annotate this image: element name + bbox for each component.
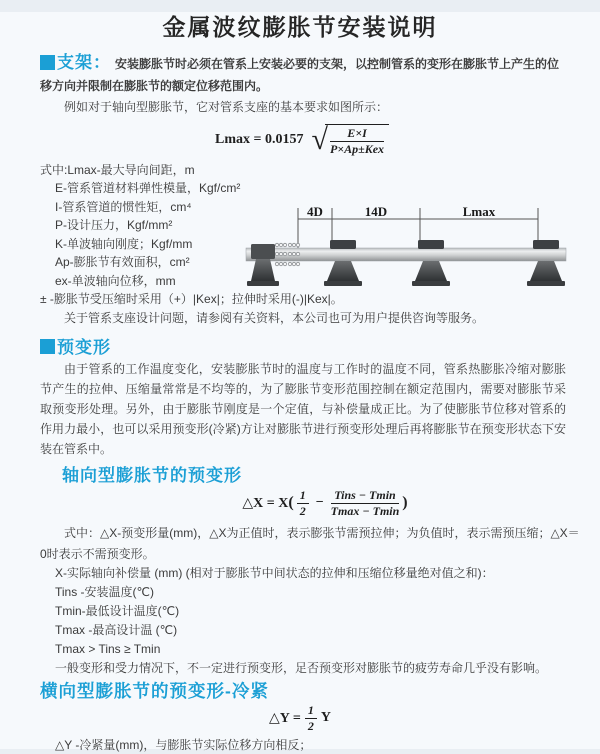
lateral-formula-rhs: Y [320,710,331,725]
axial-formula-lhs: △X = X [242,495,289,511]
pipe-support-diagram [246,204,600,302]
support-intro-paragraph [40,52,566,97]
definition-line: 式中:Lmax-最大导向间距，m [40,162,195,177]
lateral-denominator: 2 [307,718,314,733]
temp-numerator: Tins − Tmin [331,489,400,504]
minus-operator: − [315,495,324,510]
lmax-formula-numerator: E×I [330,127,384,142]
lmax-formula [215,123,600,157]
guide-support-icon [527,240,565,286]
axial-formula-temp-fraction [331,489,400,518]
temp-denominator: Tmax − Tmin [330,503,400,518]
dim-label-lmax: Lmax [462,204,496,219]
plus-minus-note-line: ± -膨胀节受压缩时采用（+）|Kex|；拉伸时采用(-)|Kex|。 [40,292,343,306]
axial-explain-paragraph: 式中：△X-预变形量(mm)，△X为正值时，表示膨张节需预拉伸；为负值时，表示需预压缩；△X＝0时表示不需预变形。 [40,526,580,561]
lateral-formula [0,704,600,732]
definition-line: ex-单波轴向位移，mm [55,273,176,288]
anchor-support-icon [247,244,279,286]
page-title: 金属波纹膨胀节安装说明 [162,14,438,40]
definition-line: P-设计压力，Kgf/mm² [55,218,173,232]
dim-label-4d: 4D [307,204,323,219]
document-page [0,12,600,752]
axial-line: 一般变形和受力情况下，不一定进行预变形，足否预变形对膨胀节的疲劳寿命几乎没有影响。 [55,661,548,675]
section-bullet-icon [40,55,55,70]
axial-formula [0,485,600,521]
lmax-formula-denominator: P×Ap±Kex [329,141,385,156]
lateral-numerator: 1 [305,704,317,719]
lateral-formula-lhs: △Y = [269,710,301,726]
lmax-formula-lhs: Lmax = 0.0157 [215,131,304,147]
axial-line: Tmax -最高设计温 (℃) [55,623,178,637]
half-denominator: 2 [299,503,306,518]
support-closing-line: 关于管系支座设计问题，请参阅有关资料，本公司也可为用户提供咨询等服务。 [64,310,485,325]
axial-line: Tmax > Tins ≥ Tmin [55,642,161,656]
axial-definition-lines [55,564,600,678]
lateral-formula-fraction [305,704,317,733]
axial-line: X-实际轴向补偿量 (mm) (相对于膨胀节中间状态的拉伸和压缩位移量绝对值之和)： [55,566,494,580]
lmax-formula-radicand [325,124,389,156]
definition-line: K-单波轴向刚度；Kgf/mm [55,236,193,251]
support-section-heading: 支架： [57,53,111,72]
definition-line: E-管系管道材料弹性模量，Kgf/cm² [55,181,241,195]
axial-formula-half-fraction [297,489,309,518]
predeform-heading-label: 预变形 [57,338,111,357]
dim-label-14d: 14D [364,204,388,219]
sqrt-symbol: √ [311,122,328,156]
lateral-note-line: △Y -冷紧量(mm)，与膨胀节实际位移方向相反； [55,738,312,752]
guide-support-icon [324,240,362,286]
predeform-paragraph: 由于管系的工作温度变化，安装膨胀节时的温度与工作时的温度不同，管系热膨胀冷缩对膨胀节产生的拉伸、压缩量常常是不均等的，为了膨胀节变形范围控制在额定范围内，需要对膨胀节采取预变形处理。另外，由于膨胀节刚度是一个定值，与补偿量成正比。为了使膨胀节位移对管系的作用力最小，也可以采用预变形(冷紧)方让对膨胀节进行预变形处理后再将膨胀节在预变形状态下安装在管系中。 [40,362,566,456]
left-paren: ( [288,494,294,511]
support-example-line: 例如对于轴向型膨胀节，它对管系支座的基本要求如图所示： [64,100,389,114]
right-paren: ) [402,494,408,511]
definition-line: Ap-膨胀节有效面积，cm² [55,255,190,269]
axial-line: Tins -安装温度(℃) [55,585,155,599]
axial-subheading: 轴向型膨胀节的预变形 [62,466,242,485]
axial-line: Tmin-最低设计温度(℃) [55,604,180,618]
lateral-subheading: 横向型膨胀节的预变形-冷紧 [40,681,269,701]
definition-line: I-管系管道的惯性矩，cm⁴ [55,199,192,214]
guide-support-icon [412,240,450,286]
section-bullet-icon [40,339,55,354]
predeform-section-heading [40,333,600,355]
lmax-formula-fraction [330,127,384,156]
support-intro-text: 安装膨胀节时必须在管系上安装必要的支架，以控制管系的变形在膨胀节上产生的位移方向并限制在膨胀节的额定位移范围内。 [40,57,560,93]
half-numerator: 1 [297,489,309,504]
